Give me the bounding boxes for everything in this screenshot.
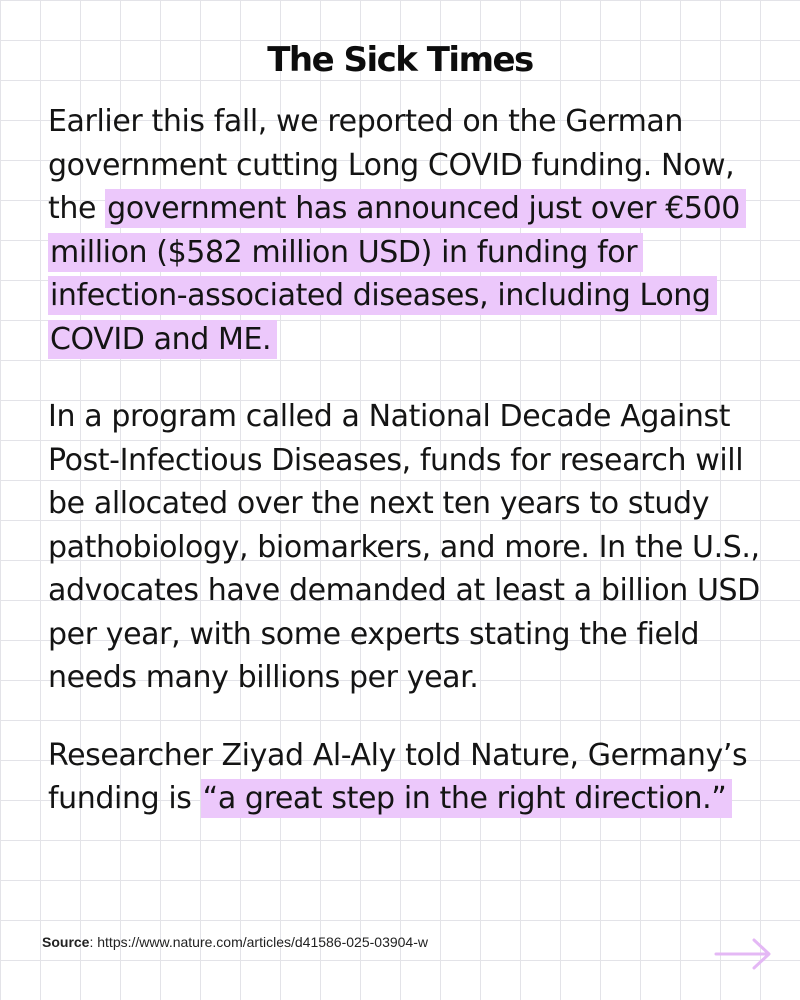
next-slide-button[interactable] — [712, 934, 776, 974]
source-link[interactable]: https://www.nature.com/articles/d41586-025-03904-w — [97, 934, 428, 950]
paragraph-3-highlight-quote: “a great step in the right direction.” — [201, 779, 733, 818]
publication-title: The Sick Times — [267, 40, 533, 80]
paragraph-1-highlight: government has announced just over €500 million ($582 million USD) in funding for infection-associated diseases, including Long COVID and ME. — [48, 189, 746, 359]
article-body — [48, 100, 768, 855]
source-separator: : — [89, 934, 98, 950]
paragraph-3 — [48, 734, 768, 821]
paragraph-2: In a program called a National Decade Against Post-Infectious Diseases, funds for research will be allocated over the next ten years to study pathobiology, biomarkers, and more. In the U.S., advocates have demanded at least a billion USD per year, with some experts stating the field needs many billions per year. — [48, 399, 760, 695]
arrow-right-icon — [712, 934, 776, 974]
paragraph-1 — [48, 100, 768, 361]
paragraph-3-lead: Researcher Ziyad Al-Aly told Nature, Germany’s funding is — [48, 737, 748, 816]
paragraph-1-lead: Earlier this fall, we reported on the German government cutting Long COVID funding. Now, the — [48, 104, 735, 226]
source-label: Source — [42, 934, 90, 950]
source-citation — [42, 932, 428, 952]
